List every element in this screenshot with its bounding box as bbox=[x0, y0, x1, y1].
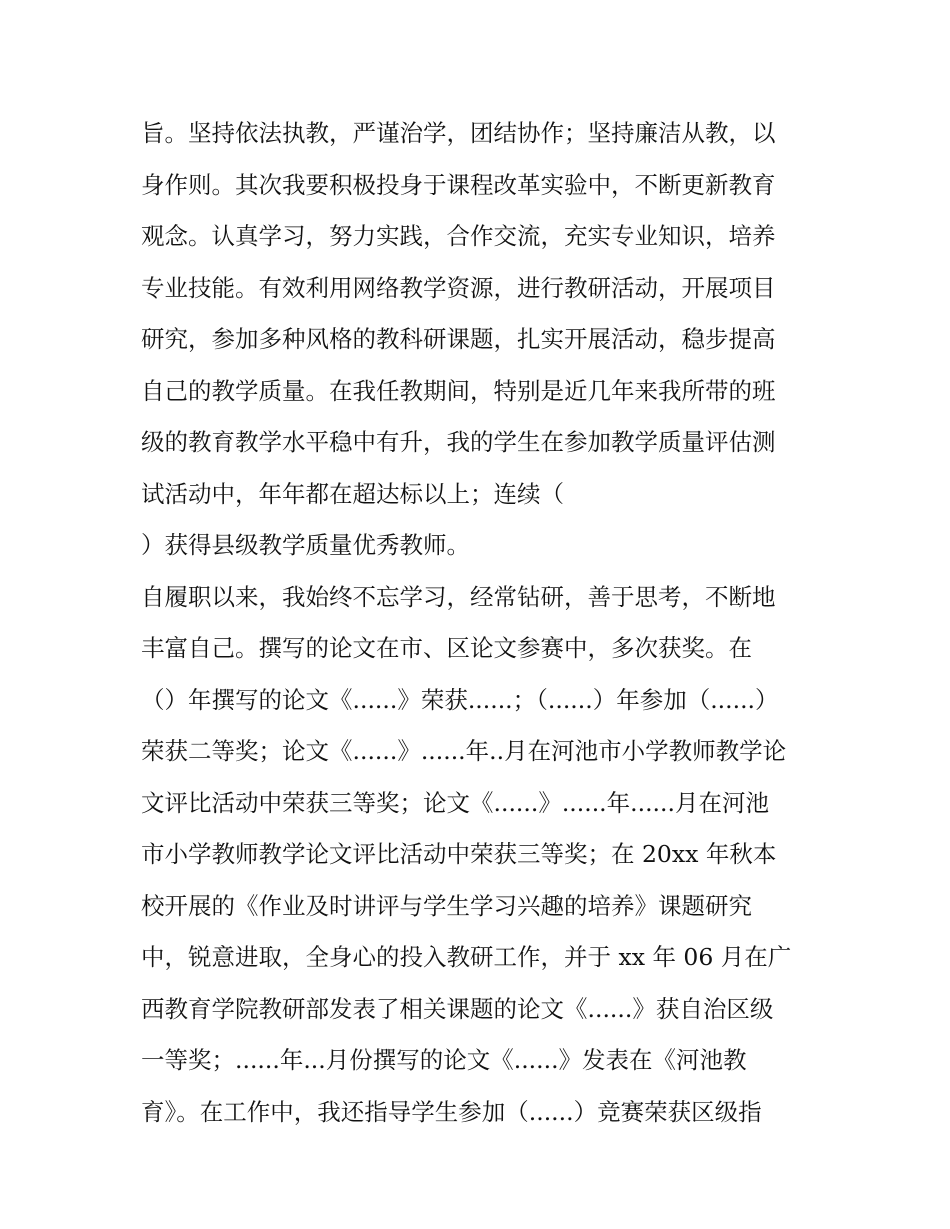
text-line: ）获得县级教学质量优秀教师。 bbox=[141, 531, 470, 559]
text-line: 市小学教师教学论文评比活动中荣获三等奖；在 20xx 年秋本 bbox=[141, 840, 777, 868]
text-line: 丰富自己。撰写的论文在市、区论文参赛中，多次获奖。在 bbox=[141, 634, 752, 662]
text-line: 校开展的《作业及时讲评与学生学习兴趣的培养》课题研究 bbox=[141, 891, 752, 920]
text-line: 身作则。其次我要积极投身于课程改革实验中，不断更新教育 bbox=[141, 170, 776, 199]
text-line: 一等奖；......年...月份撰写的论文《......》发表在《河池教 bbox=[141, 1046, 747, 1074]
text-line: 试活动中，年年都在超达标以上；连续（ bbox=[141, 479, 564, 508]
text-line: 文评比活动中荣获三等奖；论文《......》......年......月在河池 bbox=[141, 788, 769, 817]
text-line: 西教育学院教研部发表了相关课题的论文《......》获自治区级 bbox=[141, 994, 774, 1023]
text-line: 自己的教学质量。在我任教期间，特别是近几年来我所带的班 bbox=[141, 376, 776, 405]
text-line: 育》。在工作中，我还指导学生参加（......）竞赛荣获区级指 bbox=[141, 1097, 762, 1126]
text-line: （）年撰写的论文《......》荣获......；（......）年参加（......） bbox=[141, 685, 779, 714]
text-line: 级的教育教学水平稳中有升，我的学生在参加教学质量评估测 bbox=[141, 428, 776, 456]
text-line: 研究，参加多种风格的教科研课题，扎实开展活动，稳步提高 bbox=[141, 325, 776, 353]
body-text bbox=[141, 108, 821, 1138]
text-line: 专业技能。有效利用网络教学资源，进行教研活动，开展项目 bbox=[141, 273, 776, 302]
text-line: 旨。坚持依法执教，严谨治学，团结协作；坚持廉洁从教，以 bbox=[141, 119, 776, 147]
text-line: 荣获二等奖；论文《......》......年..月在河池市小学教师教学论 bbox=[141, 737, 787, 765]
text-line: 中，锐意进取，全身心的投入教研工作，并于 xx 年 06 月在广 bbox=[141, 943, 792, 971]
text-line: 自履职以来，我始终不忘学习，经常钻研，善于思考，不断地 bbox=[141, 582, 776, 611]
text-line: 观念。认真学习，努力实践，合作交流，充实专业知识，培养 bbox=[141, 222, 776, 250]
